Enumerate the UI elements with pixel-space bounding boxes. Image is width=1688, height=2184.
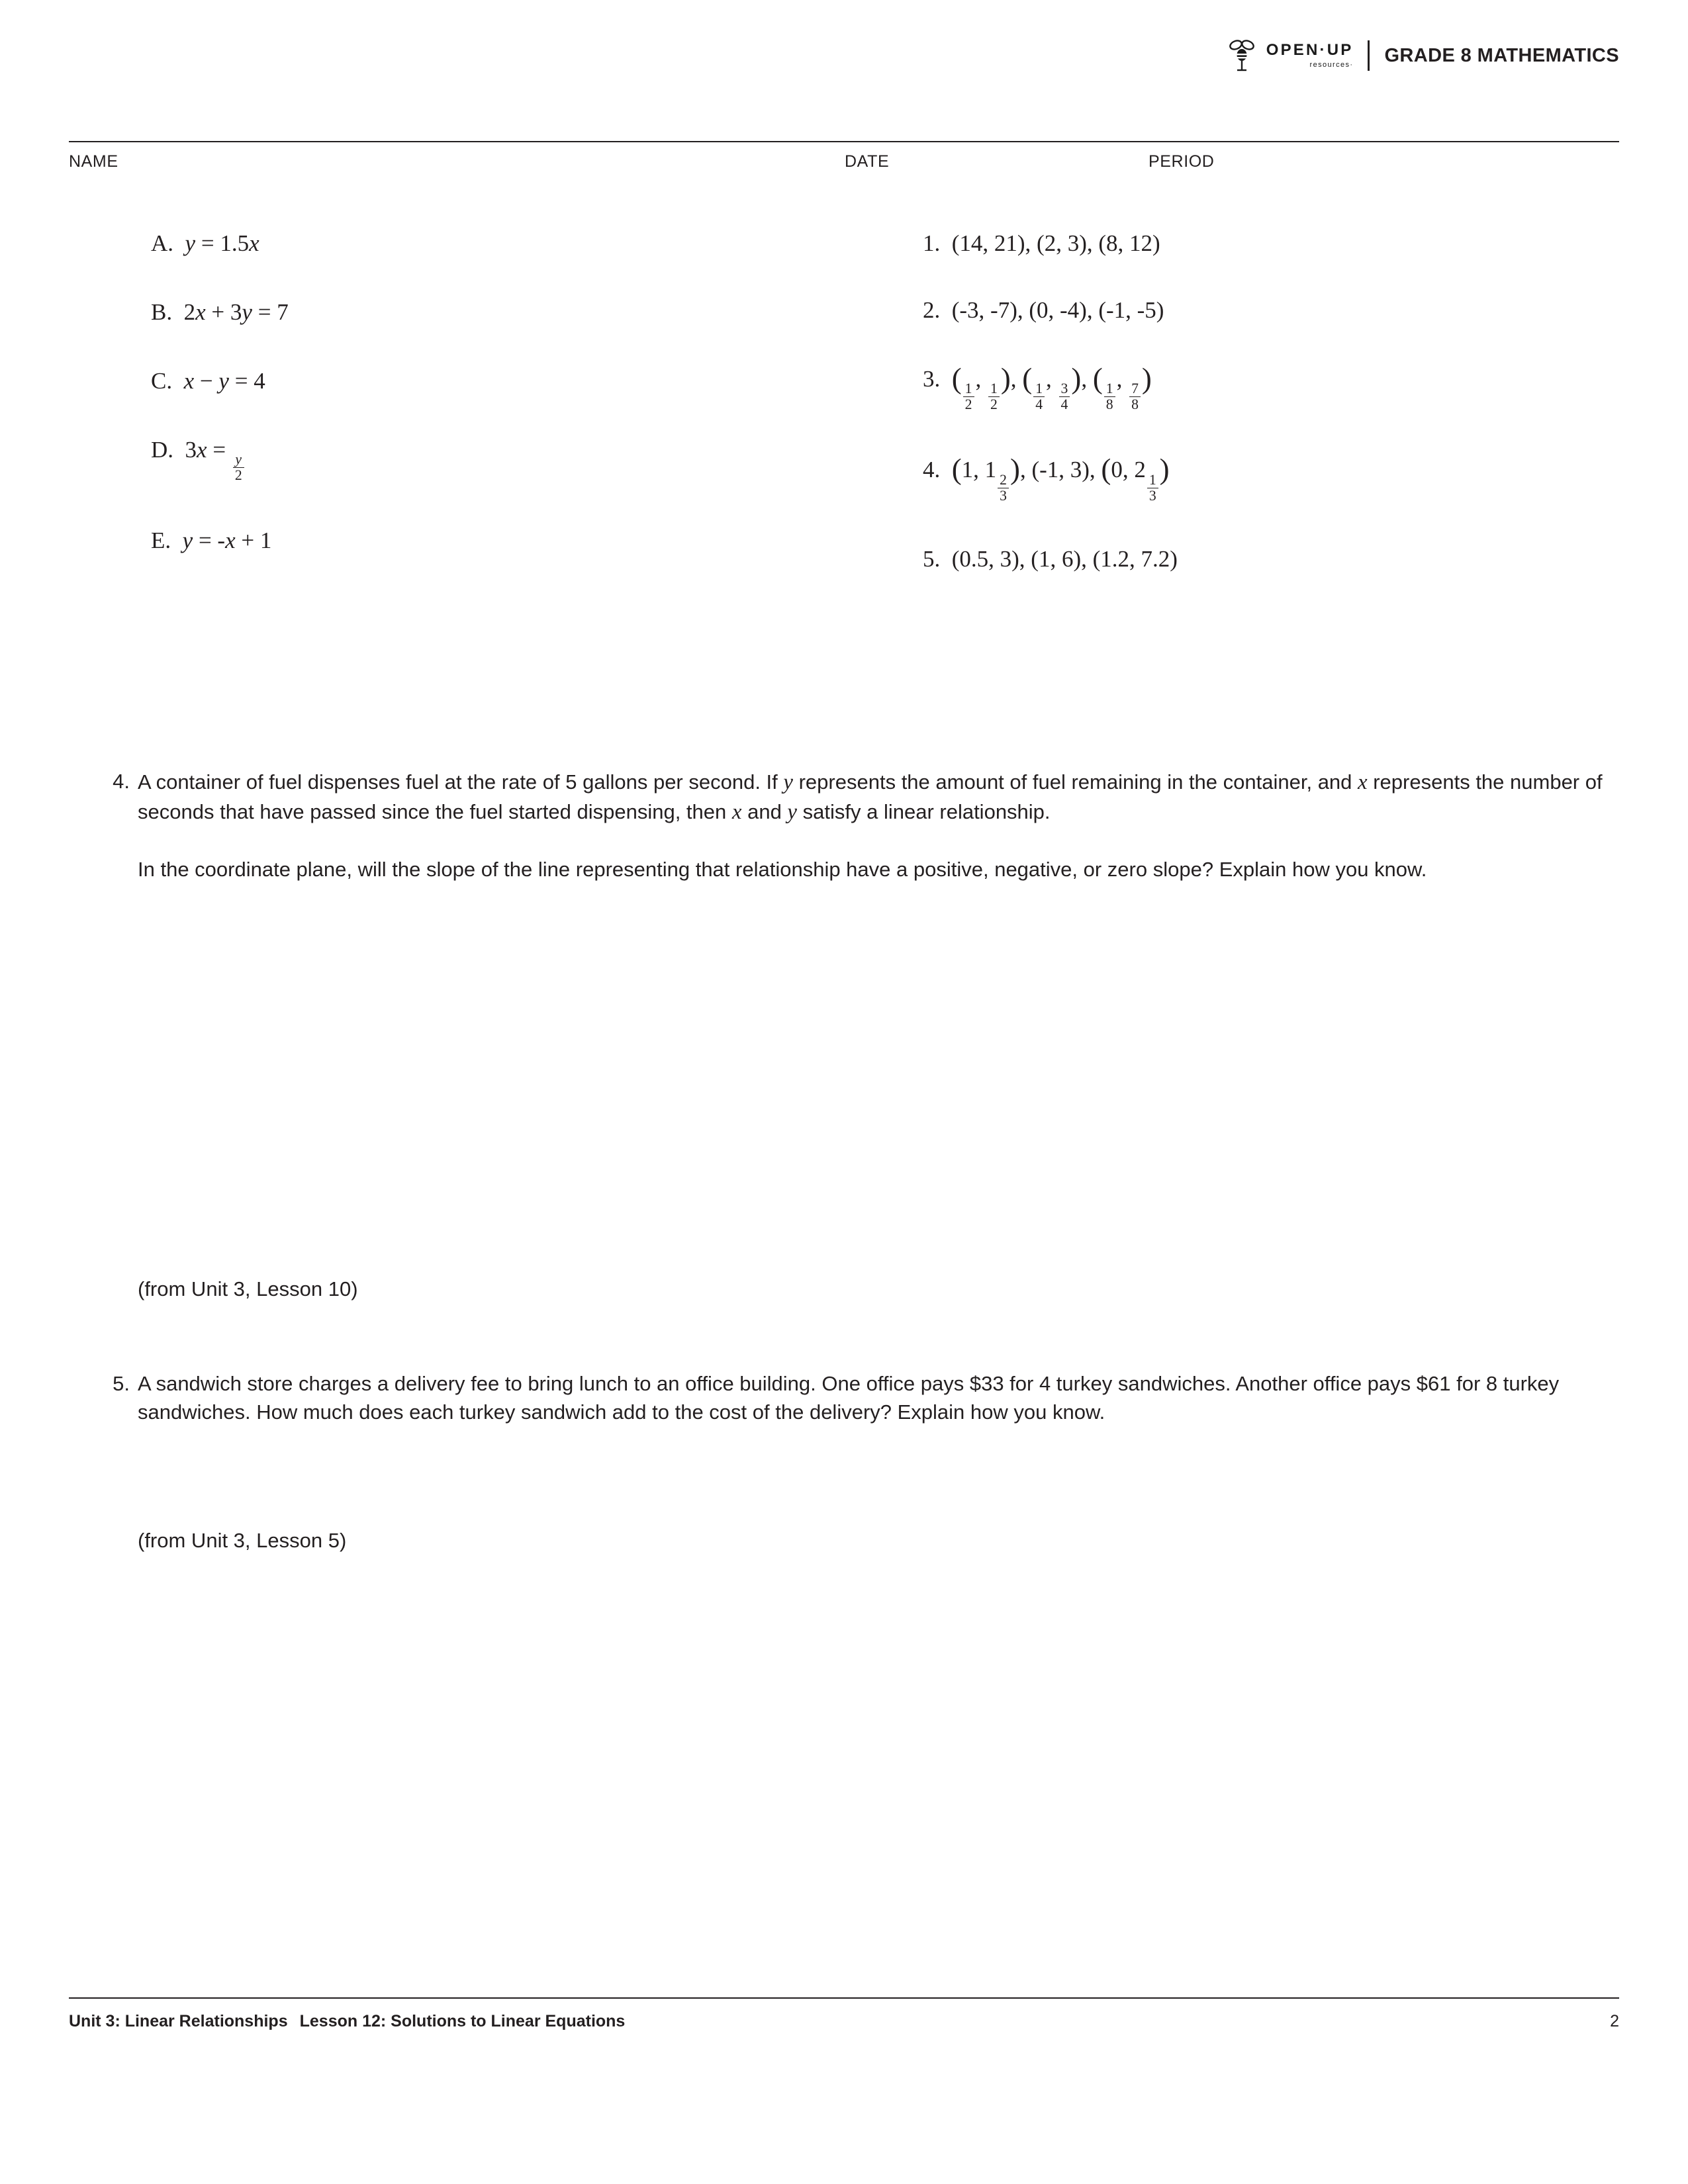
equation-e: y = -x + 1 xyxy=(182,527,272,554)
point-set-1: (14, 21), (2, 3), (8, 12) xyxy=(946,230,1160,256)
equation-b: 2x + 3y = 7 xyxy=(177,299,289,325)
footer-rule xyxy=(69,1997,1619,1999)
footer-lesson: Lesson 12: Solutions to Linear Equations xyxy=(299,2012,626,2030)
equation-d: 3x = $\frac{y}{2}$ xyxy=(179,437,246,463)
p4-text-c: represents the number of seconds that have passed since the fuel started dispensing, then xyxy=(138,770,1603,824)
point-set-label-3: 3. xyxy=(923,366,941,392)
problem-4-number: 4. xyxy=(113,770,130,793)
equation-label-e: E. xyxy=(151,527,171,554)
equation-list xyxy=(151,232,813,598)
problem-5-body xyxy=(138,1370,1619,1427)
p4-text-b: represents the amount of fuel remaining in the container, and xyxy=(793,770,1358,794)
equation-label-b: B. xyxy=(151,299,173,325)
logo-main-text: OPEN·UP xyxy=(1266,41,1354,59)
matching-lists xyxy=(69,232,1619,688)
problem-5-source: (from Unit 3, Lesson 5) xyxy=(138,1529,347,1552)
problem-5-number: 5. xyxy=(113,1372,130,1395)
problem-4-body xyxy=(138,768,1619,884)
list-item xyxy=(923,232,1585,255)
point-set-3: ( $\frac{1}{2}$ , $\frac{1}{2}$ ), ( $\frac{1}{4}$ , $\frac{3}{4}$ ), ( $\frac{1}{8}$ , $\frac{7}{8}$ ) xyxy=(951,361,1152,413)
list-item xyxy=(923,453,1585,504)
problem-4-source-row xyxy=(69,1277,1619,1301)
point-set-2: (-3, -7), (0, -4), (-1, -5) xyxy=(946,297,1164,323)
logo-sub-text: resources· xyxy=(1309,61,1354,69)
footer-unit: Unit 3: Linear Relationships xyxy=(69,2012,288,2030)
bee-icon xyxy=(1227,39,1257,72)
p4-text-e: satisfy a linear relationship. xyxy=(797,800,1051,824)
list-item xyxy=(151,369,813,392)
spacer xyxy=(138,828,1619,856)
list-item xyxy=(923,298,1585,322)
problem-4-paragraph-1 xyxy=(138,768,1619,828)
page-footer xyxy=(69,2012,1619,2038)
point-set-label-1: 1. xyxy=(923,230,941,256)
list-item xyxy=(151,529,813,552)
p4-text-a: A container of fuel dispenses fuel at the rate of 5 gallons per second. If xyxy=(138,770,784,794)
name-label: NAME xyxy=(69,152,118,171)
problem-5 xyxy=(69,1370,1619,1427)
list-item xyxy=(923,361,1585,413)
p4-var-x2: x xyxy=(731,800,742,825)
point-set-list xyxy=(923,232,1585,614)
date-label: DATE xyxy=(845,152,890,171)
page-title: GRADE 8 MATHEMATICS xyxy=(1384,44,1619,66)
p4-var-y2: y xyxy=(787,800,798,825)
problem-4-paragraph-2: In the coordinate plane, will the slope of the line representing that relationship have a positive, negative, or zero slope? Explain how you know. xyxy=(138,857,1427,881)
problem-5-source-row xyxy=(69,1529,1619,1553)
problem-4-source: (from Unit 3, Lesson 10) xyxy=(138,1277,358,1300)
header-divider xyxy=(1368,40,1370,71)
point-set-label-4: 4. xyxy=(923,457,941,483)
equation-label-a: A. xyxy=(151,230,174,256)
footer-breadcrumb xyxy=(69,2012,625,2031)
point-set-4: (1, 1 $\frac{2}{3}$ ), (-1, 3), (0, 2 $\frac{1}{3}$ ) xyxy=(951,453,1170,504)
point-set-label-2: 2. xyxy=(923,297,941,323)
p4-var-x1: x xyxy=(1358,770,1368,794)
page-number: 2 xyxy=(1610,2012,1619,2030)
equation-label-c: C. xyxy=(151,368,173,394)
page-header xyxy=(1227,36,1619,75)
list-item xyxy=(151,438,813,483)
p4-var-y1: y xyxy=(783,770,793,794)
header-rule xyxy=(69,141,1619,142)
equation-label-d: D. xyxy=(151,437,174,463)
period-label: PERIOD xyxy=(1149,152,1215,171)
logo-wordmark xyxy=(1266,42,1354,69)
point-set-label-5: 5. xyxy=(923,545,941,572)
problem-5-paragraph-1: A sandwich store charges a delivery fee to bring lunch to an office building. One office pays $33 for 4 turkey sandwiches. Another office pays $61 for 8 turkey sandwiches. How much does each turkey sandwich add to the cost of the delivery? Explain how you know. xyxy=(138,1372,1560,1424)
open-up-resources-logo xyxy=(1227,39,1354,72)
list-item xyxy=(923,547,1585,570)
name-date-period-row xyxy=(69,152,1619,175)
problem-4 xyxy=(69,768,1619,884)
equation-a: y = 1.5x xyxy=(185,230,259,256)
p4-text-d: and xyxy=(741,800,788,824)
list-item xyxy=(151,300,813,324)
list-item xyxy=(151,232,813,255)
point-set-5: (0.5, 3), (1, 6), (1.2, 7.2) xyxy=(946,545,1178,572)
equation-c: x − y = 4 xyxy=(183,368,265,394)
